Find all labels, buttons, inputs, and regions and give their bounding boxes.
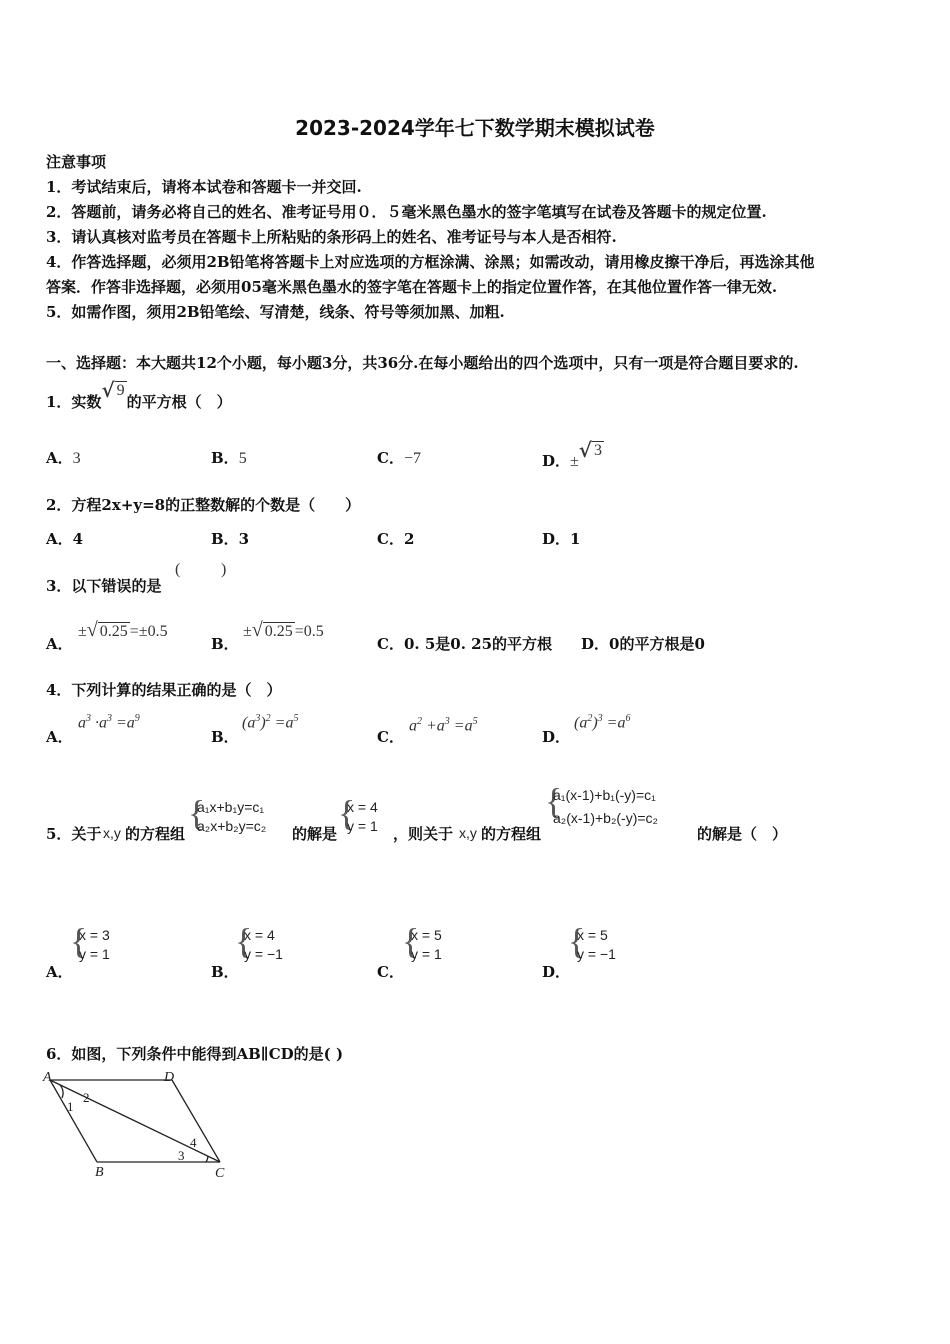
q1-option-d (542, 438, 604, 471)
q2-option-c: C．2 (377, 530, 415, 548)
q3-b-pm: ± (243, 623, 252, 640)
q1-d-pm: ± (570, 453, 579, 470)
q6-stem: 6．如图，下列条件中能得到AB∥CD的是( ) (46, 1045, 344, 1063)
q3-paren-right: ) (221, 561, 227, 578)
q1-b-value: 5 (238, 450, 247, 467)
q5-option-c: x = 5 y = 1 (411, 927, 442, 962)
q2-stem: 2．方程2x+y=8的正整数解的个数是（ ） (46, 496, 361, 514)
notice-item-2: 2．答题前，请务必将自己的姓名、准考证号用０．５毫米黑色墨水的签字笔填写在试卷及答题卡的规定位置. (46, 203, 767, 221)
q3-a-rhs: =±0.5 (129, 623, 168, 640)
q5-a-label: A． (46, 963, 73, 981)
q5-solution: x = 4 y = 1 (347, 799, 378, 834)
q1-stem-post: 的平方根（ ） (126, 393, 232, 411)
q1-b-label: B． (211, 449, 239, 467)
q4-b-label: B． (211, 728, 239, 746)
q3-option-c: C．0. 5是0. 25的平方根 (377, 635, 553, 653)
q2-option-d: D．1 (542, 530, 581, 548)
q1-option-b (211, 447, 247, 468)
q1-c-label: C． (377, 449, 404, 467)
notice-item-4: 4．作答选择题，必须用2B铅笔将答题卡上对应选项的方框涂满、涂黑；如需改动，请用橡皮擦干净后，再选涂其他 (46, 253, 815, 271)
q1-c-value: −7 (403, 450, 421, 467)
q4-option-d-expr: $(a^2)^3 =a^6$ (574, 713, 631, 732)
q5-stem-mid4: 的方程组 (481, 825, 542, 843)
q5-option-b: x = 4 y = −1 (244, 927, 283, 962)
q4-option-a-expr: $a^3 \cdot a^3 =a^9$ (78, 713, 140, 732)
q5-b-label: B． (211, 963, 239, 981)
q3-b-rhs: =0.5 (294, 623, 324, 640)
q2-option-a: A．4 (46, 530, 84, 548)
q5-xy-1: x,y (103, 825, 121, 841)
sqrt-symbol: √ (101, 378, 115, 402)
notice-item-1: 1．考试结束后，请将本试卷和答题卡一并交回. (46, 178, 362, 196)
left-brace: { (235, 921, 253, 961)
label-d: D (164, 1070, 175, 1085)
q4-stem: 4．下列计算的结果正确的是（ ） (46, 681, 282, 699)
q1-d-label: D． (542, 452, 571, 470)
q5-system-2: a₁(x-1)+b₁(-y)=c₁ a₂(x-1)+b₂(-y)=c₂ (553, 787, 658, 826)
left-brace: { (338, 793, 356, 833)
q1-a-value: 3 (72, 450, 81, 467)
notice-item-4-cont: 答案．作答非选择题，必须用05毫米黑色墨水的签字笔在答题卡上的指定位置作答，在其他位置作答一律无效. (46, 278, 778, 296)
label-c: C (215, 1166, 225, 1181)
q3-b-radicand: 0.25 (264, 623, 293, 640)
angle-3-label: 3 (178, 1148, 185, 1163)
notice-item-5: 5．如需作图，须用2B铅笔绘、写清楚，线条、符号等须加黑、加粗. (46, 303, 505, 321)
sqrt-symbol: √ (251, 619, 263, 641)
page-title: 2023-2024学年七下数学期末模拟试卷 (295, 116, 655, 140)
q3-b-label: B． (211, 635, 239, 653)
q5-option-a: x = 3 y = 1 (79, 927, 110, 962)
q3-option-d: D．0的平方根是0 (581, 635, 705, 653)
angle-arc (206, 1156, 208, 1162)
label-b: B (95, 1165, 104, 1180)
q4-option-b-expr: $(a^3)^2 =a^5$ (242, 713, 299, 732)
q5-xy-2: x,y (459, 825, 477, 841)
left-brace: { (402, 921, 420, 961)
q4-d-label: D． (542, 728, 571, 746)
section-heading: 一、选择题：本大题共12个小题，每小题3分，共36分.在每小题给出的四个选项中，只有一项是符合题目要求的. (46, 354, 799, 372)
q3-stem: 3．以下错误的是 (46, 577, 162, 595)
q1-d-radicand: 3 (593, 442, 602, 459)
q5-stem-end: 的解是（ ） (697, 825, 788, 843)
q5-stem-mid1: 的方程组 (125, 825, 186, 843)
q5-system-1: a₁x+b₁y=c₁ a₂x+b₂y=c₂ (197, 799, 267, 834)
angle-arc (60, 1085, 63, 1098)
q5-d-label: D． (542, 963, 571, 981)
q5-option-d: x = 5 y = −1 (577, 927, 616, 962)
angle-1-label: 1 (67, 1099, 74, 1114)
q3-paren-left: ( (175, 561, 181, 578)
q1-stem (46, 378, 232, 412)
q1-stem-pre: 1．实数 (46, 393, 102, 411)
q5-stem-pre: 5．关于 (46, 825, 102, 843)
angle-4-label: 4 (190, 1135, 197, 1150)
q3-a-radicand: 0.25 (99, 623, 128, 640)
q2-option-b: B．3 (211, 530, 250, 548)
q1-option-a (46, 447, 81, 468)
q5-c-label: C． (377, 963, 404, 981)
q5-stem-mid2: 的解是 (292, 825, 338, 843)
sqrt-symbol: √ (86, 619, 98, 641)
sqrt-symbol: √ (578, 438, 592, 462)
q3-a-label: A． (46, 635, 73, 653)
q3-option-a-expr (78, 619, 168, 642)
line-ab (50, 1080, 97, 1162)
left-brace: { (70, 921, 88, 961)
parallelogram-figure (40, 1068, 240, 1183)
angle-2-label: 2 (83, 1090, 90, 1105)
q5-stem-mid3: ，则关于 (393, 825, 454, 843)
q4-a-label: A． (46, 728, 73, 746)
left-brace: { (545, 781, 563, 821)
q1-radicand: 9 (116, 382, 125, 399)
left-brace: { (188, 793, 206, 833)
q4-option-c-expr: $a^2 +a^3 =a^5$ (409, 716, 478, 735)
notice-heading: 注意事项 (46, 153, 107, 171)
q3-option-b-expr (243, 619, 324, 642)
notice-item-3: 3．请认真核对监考员在答题卡上所粘贴的条形码上的姓名、准考证号与本人是否相符. (46, 228, 617, 246)
left-brace: { (568, 921, 586, 961)
q1-a-label: A． (46, 449, 73, 467)
q4-c-label: C． (377, 728, 404, 746)
q1-option-c (377, 447, 421, 468)
label-a: A (43, 1070, 52, 1085)
q3-a-pm: ± (78, 623, 87, 640)
